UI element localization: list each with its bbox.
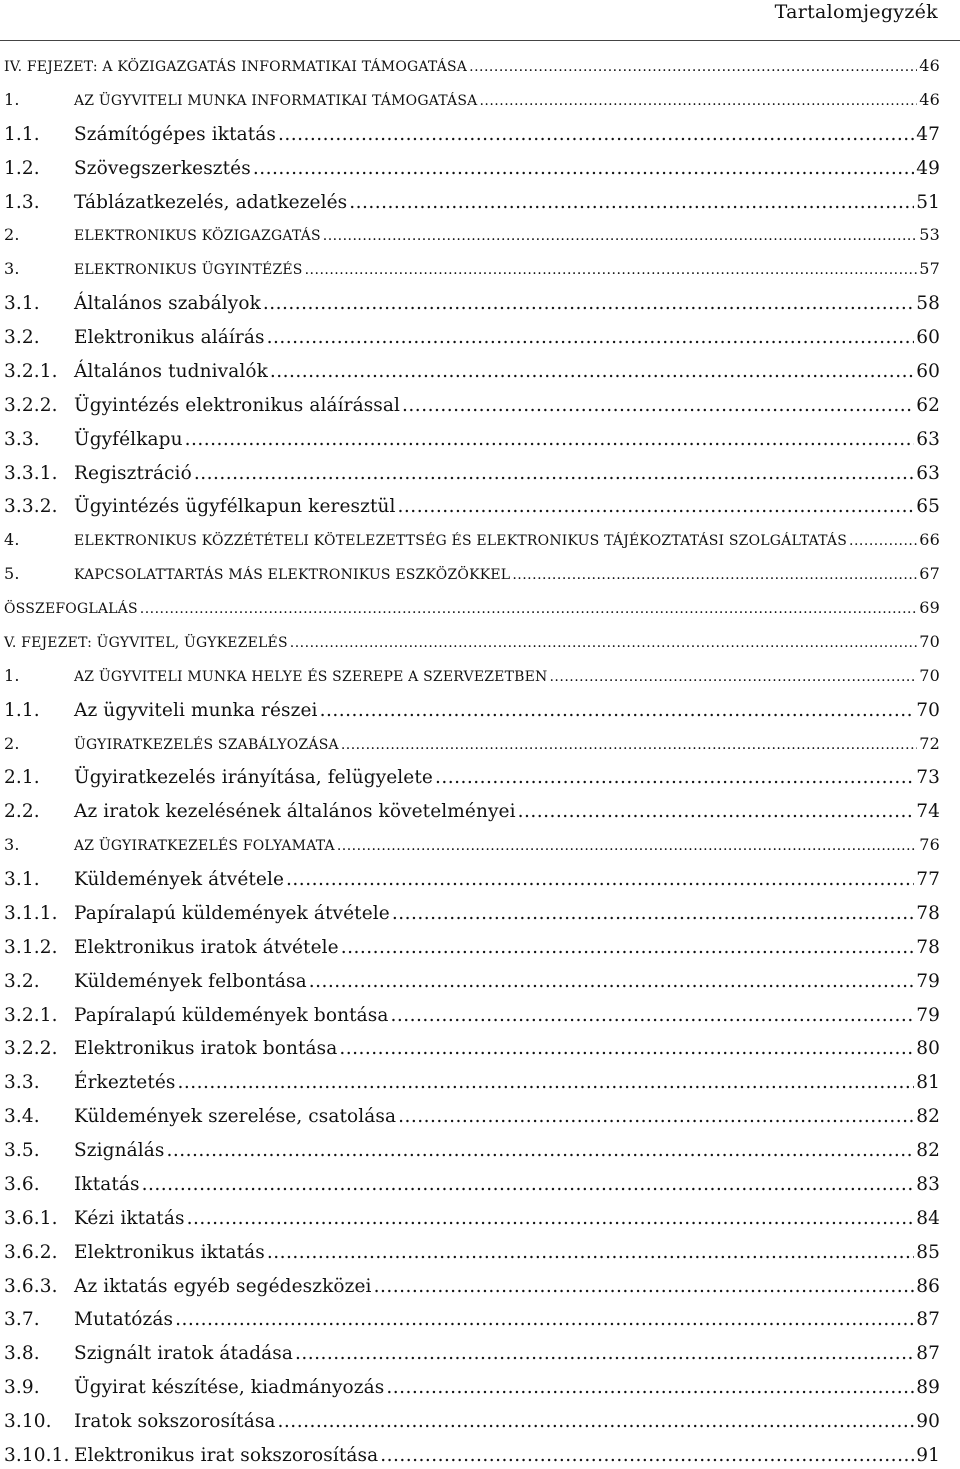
- toc-entry-title: Szignált iratok átadása: [74, 1343, 293, 1364]
- toc-entry-number: 3.6.: [4, 1174, 40, 1195]
- toc-entry-number: 3.3.1.: [4, 463, 58, 484]
- toc-entry-title: ÖSSZEFOGLALÁS: [4, 601, 138, 617]
- toc-entry-title: Általános szabályok: [74, 293, 261, 314]
- dot-leader: [518, 801, 915, 822]
- toc-entry[interactable]: [4, 1106, 940, 1130]
- dot-leader: [185, 429, 915, 450]
- toc-entry-page-number: 60: [916, 361, 940, 382]
- dot-leader: [398, 496, 915, 517]
- dot-leader: [267, 327, 915, 348]
- toc-entry[interactable]: [4, 1208, 940, 1232]
- toc-entry-title: Elektronikus irat sokszorosítása: [74, 1445, 379, 1466]
- toc-entry-title: Elektronikus iratok átvétele: [74, 937, 339, 958]
- toc-entry-title: Küldemények felbontása: [74, 971, 307, 992]
- toc-entry[interactable]: [4, 734, 940, 758]
- toc-entry-title: Elektronikus iratok bontása: [74, 1038, 338, 1059]
- toc-entry-title: Ügyintézés ügyfélkapun keresztül: [74, 496, 396, 517]
- dot-leader: [374, 1276, 915, 1297]
- toc-entry-number: 3.4.: [4, 1106, 40, 1127]
- toc-entry[interactable]: [4, 801, 940, 825]
- toc-entry-title: Szövegszerkesztés: [74, 158, 251, 179]
- toc-entry-page-number: 49: [916, 158, 940, 179]
- toc-entry-title: Számítógépes iktatás: [74, 124, 276, 145]
- toc-entry-number: 1.3.: [4, 192, 40, 213]
- toc-entry-page-number: 65: [916, 496, 940, 517]
- dot-leader: [380, 1445, 914, 1466]
- toc-entry[interactable]: [4, 1343, 940, 1367]
- toc-entry-number: 3.6.3.: [4, 1276, 58, 1297]
- dot-leader: [286, 869, 914, 890]
- dot-leader: [178, 1072, 915, 1093]
- toc-entry-title: Általános tudnivalók: [74, 361, 268, 382]
- toc-entry-title: Regisztráció: [74, 463, 192, 484]
- dot-leader: [341, 937, 915, 958]
- toc-entry[interactable]: [4, 395, 940, 419]
- toc-entry[interactable]: [4, 903, 940, 927]
- toc-entry-number: 3.2.1.: [4, 1005, 58, 1026]
- toc-entry-number: 3.2.2.: [4, 1038, 58, 1059]
- toc-entry-number: 3.1.: [4, 293, 40, 314]
- toc-entry-title: ÜGYIRATKEZELÉS SZABÁLYOZÁSA: [74, 737, 339, 753]
- dot-leader: [187, 1208, 915, 1229]
- toc-entry-number: 3.3.: [4, 1072, 40, 1093]
- toc-entry-title: Ügyirat készítése, kiadmányozás: [74, 1377, 385, 1398]
- dot-leader: [194, 463, 914, 484]
- toc-entry[interactable]: [4, 767, 940, 791]
- toc-entry-page-number: 47: [916, 124, 940, 145]
- dot-leader: [386, 1377, 914, 1398]
- toc-entry-page-number: 91: [916, 1445, 940, 1466]
- toc-entry-number: 3.2.: [4, 327, 40, 348]
- toc-entry-page-number: 80: [916, 1038, 940, 1059]
- toc-entry-page-number: 57: [919, 259, 940, 278]
- toc-entry-page-number: 66: [919, 530, 940, 549]
- toc-entry-title: AZ ÜGYIRATKEZELÉS FOLYAMATA: [74, 838, 335, 854]
- dot-leader: [320, 700, 915, 721]
- dot-leader: [253, 158, 914, 179]
- toc-entry-title: Táblázatkezelés, adatkezelés: [74, 192, 348, 213]
- toc-entry[interactable]: [4, 1276, 940, 1300]
- toc-entry-page-number: 74: [916, 801, 940, 822]
- dot-leader: [849, 533, 917, 549]
- toc-entry-title: Ügyfélkapu: [74, 429, 183, 450]
- toc-entry-number: 5.: [4, 564, 20, 583]
- toc-entry[interactable]: [4, 869, 940, 893]
- toc-entry-title: Elektronikus aláírás: [74, 327, 265, 348]
- toc-entry-title: V. FEJEZET: ÜGYVITEL, ÜGYKEZELÉS: [4, 635, 288, 651]
- toc-entry[interactable]: [4, 192, 940, 216]
- toc-entry[interactable]: [4, 1377, 940, 1401]
- toc-entry-page-number: 82: [916, 1106, 940, 1127]
- toc-entry[interactable]: [4, 937, 940, 961]
- toc-entry[interactable]: [4, 598, 940, 622]
- toc-entry-page-number: 62: [916, 395, 940, 416]
- toc-entry-page-number: 69: [919, 598, 940, 617]
- toc-entry-title: AZ ÜGYVITELI MUNKA INFORMATIKAI TÁMOGATÁSA: [74, 93, 478, 109]
- toc-entry-number: 3.7.: [4, 1309, 40, 1330]
- dot-leader: [309, 971, 915, 992]
- toc-entry[interactable]: [4, 429, 940, 453]
- dot-leader: [402, 395, 914, 416]
- toc-entry-title: ELEKTRONIKUS KÖZZÉTÉTELI KÖTELEZETTSÉG ÉS ELEKTRONIKUS TÁJÉKOZTATÁSI SZOLGÁLTATÁS: [74, 533, 848, 549]
- toc-entry-number: 2.: [4, 734, 20, 753]
- toc-entry[interactable]: [4, 1445, 940, 1469]
- toc-entry-number: 3.10.1.: [4, 1445, 70, 1466]
- toc-entry-title: Küldemények átvétele: [74, 869, 285, 890]
- toc-entry[interactable]: [4, 496, 940, 520]
- dot-leader: [469, 59, 917, 75]
- toc-entry-number: 3.1.: [4, 869, 40, 890]
- toc-entry-page-number: 51: [916, 192, 940, 213]
- dot-leader: [270, 361, 914, 382]
- dot-leader: [390, 1005, 914, 1026]
- toc-entry[interactable]: [4, 124, 940, 148]
- toc-entry-page-number: 46: [919, 90, 940, 109]
- dot-leader: [267, 1242, 914, 1263]
- toc-entry-page-number: 70: [916, 700, 940, 721]
- toc-entry-title: ELEKTRONIKUS ÜGYINTÉZÉS: [74, 262, 303, 278]
- toc-entry-page-number: 67: [919, 564, 940, 583]
- toc-entry-page-number: 79: [916, 1005, 940, 1026]
- toc-entry-title: KAPCSOLATTARTÁS MÁS ELEKTRONIKUS ESZKÖZÖKKEL: [74, 567, 511, 583]
- toc-entry-page-number: 82: [916, 1140, 940, 1161]
- toc-entry-page-number: 83: [916, 1174, 940, 1195]
- toc-entry-number: 3.2.1.: [4, 361, 58, 382]
- toc-entry-page-number: 46: [919, 56, 940, 75]
- toc-entry-page-number: 86: [916, 1276, 940, 1297]
- toc-entry-page-number: 89: [916, 1377, 940, 1398]
- toc-entry-number: 3.2.2.: [4, 395, 58, 416]
- toc-entry-title: Mutatózás: [74, 1309, 174, 1330]
- toc-entry-number: 3.6.2.: [4, 1242, 58, 1263]
- dot-leader: [295, 1343, 914, 1364]
- dot-leader: [392, 903, 914, 924]
- toc-entry-title: AZ ÜGYVITELI MUNKA HELYE ÉS SZEREPE A SZERVEZETBEN: [74, 669, 548, 685]
- toc-entry-page-number: 78: [916, 937, 940, 958]
- toc-entry-title: Elektronikus iktatás: [74, 1242, 265, 1263]
- toc-entry-page-number: 53: [919, 225, 940, 244]
- toc-entry-title: Az ügyviteli munka részei: [74, 700, 318, 721]
- toc-entry-number: 4.: [4, 530, 20, 549]
- toc-entry-number: 3.8.: [4, 1343, 40, 1364]
- toc-entry-page-number: 78: [916, 903, 940, 924]
- dot-leader: [512, 567, 917, 583]
- toc-entry[interactable]: [4, 530, 940, 554]
- toc-entry[interactable]: [4, 327, 940, 351]
- toc-entry[interactable]: [4, 259, 940, 283]
- toc-entry[interactable]: [4, 1309, 940, 1333]
- toc-entry[interactable]: [4, 463, 940, 487]
- toc-entry[interactable]: [4, 293, 940, 317]
- toc-entry[interactable]: [4, 632, 940, 656]
- dot-leader: [263, 293, 914, 314]
- toc-entry-page-number: 87: [916, 1309, 940, 1330]
- header-rule: [0, 40, 960, 41]
- toc-entry[interactable]: [4, 1174, 940, 1198]
- toc-entry[interactable]: [4, 971, 940, 995]
- toc-entry-title: Érkeztetés: [74, 1072, 176, 1093]
- toc-entry-number: 1.: [4, 90, 20, 109]
- toc-entry-page-number: 87: [916, 1343, 940, 1364]
- toc-entry-number: 3.6.1.: [4, 1208, 58, 1229]
- dot-leader: [549, 669, 917, 685]
- toc-entry-page-number: 76: [919, 835, 940, 854]
- toc-entry-title: ELEKTRONIKUS KÖZIGAZGATÁS: [74, 228, 321, 244]
- toc-entry-title: Küldemények szerelése, csatolása: [74, 1106, 397, 1127]
- toc-entry-title: Papíralapú küldemények bontása: [74, 1005, 389, 1026]
- toc-entry[interactable]: [4, 56, 940, 80]
- toc-entry-title: Iratok sokszorosítása: [74, 1411, 276, 1432]
- toc-entry[interactable]: [4, 90, 940, 114]
- toc-entry-page-number: 84: [916, 1208, 940, 1229]
- dot-leader: [305, 262, 918, 278]
- toc-entry-number: 2.1.: [4, 767, 40, 788]
- header-title: Tartalomjegyzék: [774, 1, 938, 23]
- toc-entry-title: Ügyintézés elektronikus aláírással: [74, 395, 401, 416]
- dot-leader: [278, 1411, 915, 1432]
- page-header: [0, 0, 960, 42]
- toc-entry[interactable]: [4, 835, 940, 859]
- toc-entry[interactable]: [4, 1411, 940, 1435]
- toc-entry-number: 3.9.: [4, 1377, 40, 1398]
- toc-entry[interactable]: [4, 1072, 940, 1096]
- toc-entry-page-number: 70: [919, 666, 940, 685]
- toc-entry-page-number: 70: [919, 632, 940, 651]
- toc-entry-number: 1.2.: [4, 158, 40, 179]
- toc-entry-number: 3.: [4, 259, 20, 278]
- toc-entry-title: Ügyiratkezelés irányítása, felügyelete: [74, 767, 433, 788]
- toc-entry-title: Az iratok kezelésének általános követelményei: [74, 801, 516, 822]
- toc-entry-title: Kézi iktatás: [74, 1208, 185, 1229]
- toc-entry-page-number: 79: [916, 971, 940, 992]
- toc-entry-page-number: 60: [916, 327, 940, 348]
- toc-entry-page-number: 58: [916, 293, 940, 314]
- dot-leader: [337, 838, 917, 854]
- toc-entry-title: Az iktatás egyéb segédeszközei: [74, 1276, 372, 1297]
- toc-entry-title: IV. FEJEZET: A KÖZIGAZGATÁS INFORMATIKAI TÁMOGATÁSA: [4, 59, 468, 75]
- toc-entry-page-number: 72: [919, 734, 940, 753]
- dot-leader: [166, 1140, 914, 1161]
- dot-leader: [479, 93, 917, 109]
- toc-entry[interactable]: [4, 158, 940, 182]
- toc-entry-number: 1.1.: [4, 124, 40, 145]
- toc-entry[interactable]: [4, 1005, 940, 1029]
- dot-leader: [142, 1174, 915, 1195]
- toc-entry-number: 3.5.: [4, 1140, 40, 1161]
- toc-entry[interactable]: [4, 1038, 940, 1062]
- toc-entry-number: 1.: [4, 666, 20, 685]
- toc-entry[interactable]: [4, 564, 940, 588]
- toc-entry-number: 2.2.: [4, 801, 40, 822]
- toc-entry-number: 3.10.: [4, 1411, 52, 1432]
- toc-entry-number: 3.3.: [4, 429, 40, 450]
- toc-entry-number: 3.1.1.: [4, 903, 58, 924]
- toc-entry-number: 3.3.2.: [4, 496, 58, 517]
- toc-entry-number: 3.: [4, 835, 20, 854]
- dot-leader: [341, 737, 917, 753]
- toc-entry[interactable]: [4, 1140, 940, 1164]
- toc-entry-page-number: 85: [916, 1242, 940, 1263]
- toc-entry-number: 3.2.: [4, 971, 40, 992]
- toc-entry-page-number: 73: [916, 767, 940, 788]
- toc-entry[interactable]: [4, 225, 940, 249]
- toc-entry-title: Szignálás: [74, 1140, 165, 1161]
- dot-leader: [175, 1309, 914, 1330]
- dot-leader: [278, 124, 914, 145]
- dot-leader: [140, 601, 917, 617]
- toc-entry-page-number: 63: [916, 463, 940, 484]
- dot-leader: [339, 1038, 914, 1059]
- toc-entry-page-number: 90: [916, 1411, 940, 1432]
- toc-entry-number: 2.: [4, 225, 20, 244]
- toc-entry-title: Papíralapú küldemények átvétele: [74, 903, 390, 924]
- dot-leader: [323, 228, 917, 244]
- toc-entry[interactable]: [4, 666, 940, 690]
- toc-entry-number: 3.1.2.: [4, 937, 58, 958]
- toc-entry-number: 1.1.: [4, 700, 40, 721]
- toc-entry-page-number: 63: [916, 429, 940, 450]
- toc-entry-page-number: 81: [916, 1072, 940, 1093]
- dot-leader: [290, 635, 917, 651]
- dot-leader: [435, 767, 914, 788]
- dot-leader: [398, 1106, 914, 1127]
- toc-entry[interactable]: [4, 700, 940, 724]
- toc-entry-title: Iktatás: [74, 1174, 140, 1195]
- toc-entry[interactable]: [4, 1242, 940, 1266]
- toc-entry-page-number: 77: [916, 869, 940, 890]
- toc-entry[interactable]: [4, 361, 940, 385]
- dot-leader: [349, 192, 914, 213]
